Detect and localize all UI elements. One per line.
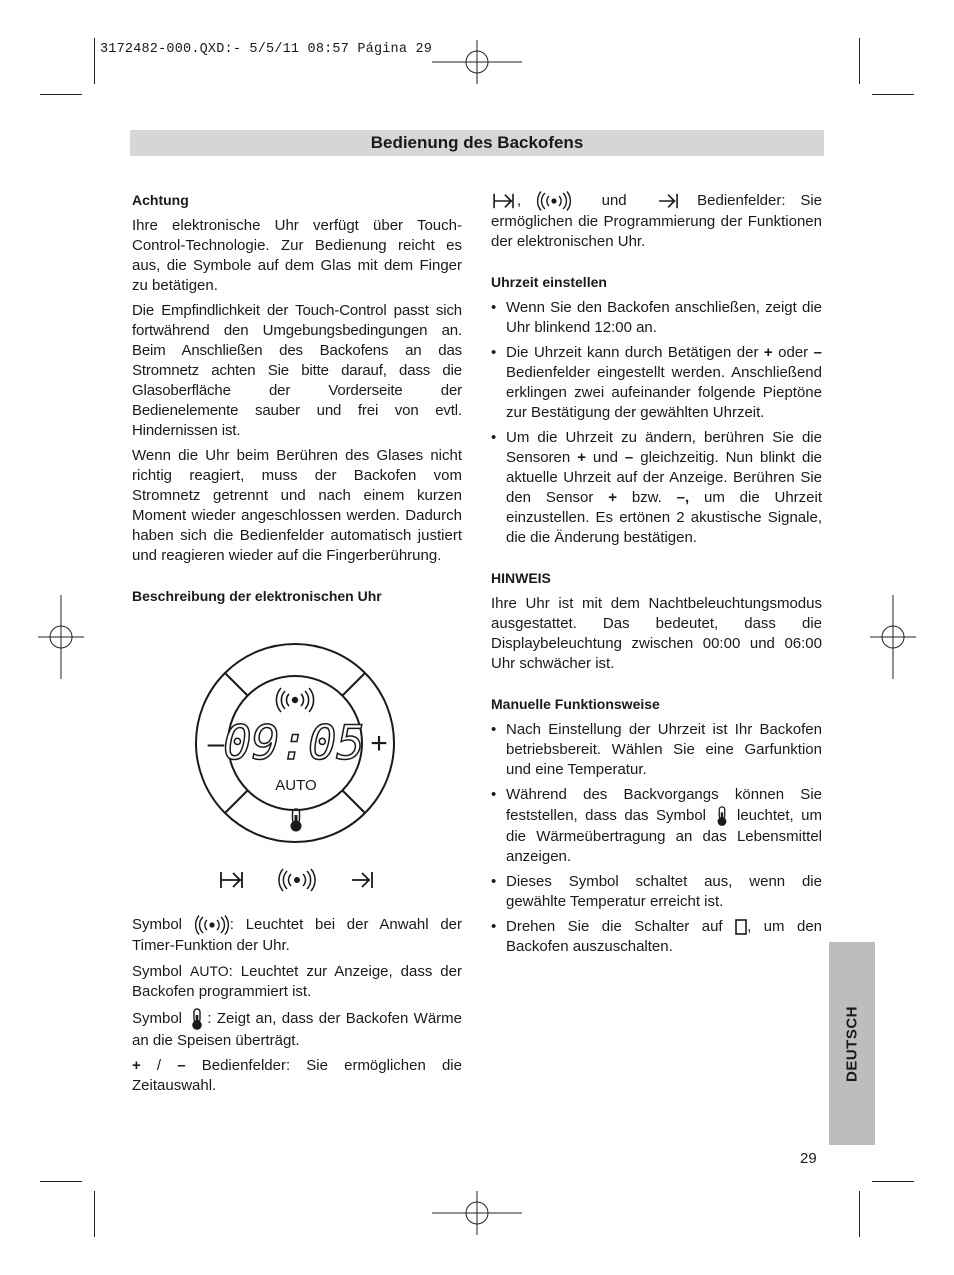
achtung-paragraph-1: Ihre elektronische Uhr verfügt über Touch-Control-Technologie. Zur Bedienung reicht es aus, die Symbole auf dem Glas mit dem Finger zu betätigen. (132, 217, 462, 294)
symbol-auto-description: Symbol AUTO: Leuchtet zur Anzeige, dass der Backofen programmiert ist. (132, 963, 462, 1000)
registration-mark-right (870, 595, 916, 679)
list-item: • Nach Einstellung der Uhrzeit ist Ihr Backofen betriebsbereit. Wählen Sie eine Garfunktion und eine Temperatur. (491, 720, 822, 780)
section-title-bar (130, 130, 824, 156)
clock-time-display: 09:05 (223, 716, 365, 771)
clock-plus-label: + (370, 727, 388, 760)
inline-thermometer-icon (187, 1007, 207, 1031)
list-item: • Wenn Sie den Backofen anschließen, zeigt die Uhr blinkend 12:00 an. (491, 298, 822, 338)
clock-signal-icon (276, 688, 313, 712)
registration-mark-top (432, 40, 522, 84)
list-item: • Drehen Sie die Schalter auf , um den Backofen auszuschalten. (491, 917, 822, 957)
registration-mark-left (38, 595, 84, 679)
right-column (491, 190, 822, 962)
language-side-tab (829, 942, 875, 1145)
clock-auto-label: AUTO (275, 777, 317, 794)
left-column (132, 190, 462, 612)
manuell-heading: Manuelle Funktionsweise (491, 696, 660, 712)
list-item: • Um die Uhrzeit zu ändern, berühren Sie die Sensoren + und – gleichzeitig. Nun blinkt die aktuelle Uhrzeit auf der Anzeige. Berühren Sie den Sensor + bzw. –, um die Uhrzeit einzustellen. Es ertönen 2 akustische Signale, die die Änderung bestätigen. (491, 428, 822, 548)
hinweis-paragraph: Ihre Uhr ist mit dem Nachtbeleuchtungsmodus ausgestattet. Das bedeutet, dass die Displaybeleuchtung zwischen 00:00 und 06:00 Uhr schwächer ist. (491, 595, 822, 672)
achtung-heading: Achtung (132, 192, 189, 208)
clock-minus-label: – (207, 727, 225, 760)
hinweis-heading: HINWEIS (491, 570, 551, 586)
print-header: 3172482-000.QXD:- 5/5/11 08:57 Página 29 (100, 42, 433, 57)
signal-icon (278, 867, 316, 893)
clock-description-heading: Beschreibung der elektronischen Uhr (132, 588, 382, 604)
intro-paragraph: , und Bedienfelder: Sie ermöglichen die Programmierung der Funktionen der elektronischen Uhr. (491, 191, 823, 250)
off-position-icon (735, 919, 747, 935)
inline-duration-icon (491, 192, 517, 210)
language-label: DEUTSCH (843, 1005, 861, 1082)
registration-mark-bottom (432, 1191, 522, 1235)
page-title: Bedienung des Backofens (370, 133, 584, 152)
list-item: • Dieses Symbol schaltet aus, wenn die gewählte Temperatur erreicht ist. (491, 872, 822, 912)
inline-signal-icon (194, 914, 230, 936)
symbol-thermometer-description: Symbol : Zeigt an, dass der Backofen Wärme an die Speisen überträgt. (132, 1007, 462, 1051)
list-item: • Während des Backvorgangs können Sie feststellen, dass das Symbol leuchtet, um die Wärmeübertragung an das Lebensmittel anzeigen. (491, 785, 822, 867)
inline-thermometer-icon-2 (714, 805, 730, 827)
uhrzeit-list (491, 298, 822, 548)
inline-end-time-icon (656, 192, 682, 210)
achtung-paragraph-2: Die Empfindlichkeit der Touch-Control passt sich fortwährend den Umgebungsbedingungen an. Beim Anschließen des Backofens an das Stromnetz achten Sie bitte darauf, dass die Glasoberfläche der Vorderseite der Bedienelemente sauber und frei von evtl. Hindernissen ist. (132, 302, 462, 439)
list-item: • Die Uhrzeit kann durch Betätigen der + oder – Bedienfelder eingestellt werden. Anschließend erklingen zwei aufeinander folgende Pieptöne zur Bestätigung der gewählten Uhrzeit. (491, 343, 822, 423)
end-time-icon (350, 870, 376, 890)
duration-icon (219, 870, 245, 890)
plus-minus-description: + / – Bedienfelder: Sie ermöglichen die Zeitauswahl. (132, 1057, 462, 1094)
page-number: 29 (800, 1150, 817, 1167)
achtung-paragraph-3: Wenn die Uhr beim Berühren des Glases nicht richtig reagiert, muss der Backofen vom Stromnetz getrennt und nach einem kurzen Moment wieder angeschlossen werden. Dadurch haben sich die Bedienfelder automatisch justiert und reagieren wieder auf die Fingerberührung. (132, 447, 462, 564)
manuell-list (491, 720, 822, 957)
symbol-signal-description: Symbol : Leuchtet bei der Anwahl der Timer-Funktion der Uhr. (132, 915, 463, 954)
inline-signal-icon-2 (536, 190, 572, 212)
clock-diagram (190, 635, 400, 850)
symbol-descriptions (132, 914, 462, 1101)
uhrzeit-heading: Uhrzeit einstellen (491, 274, 607, 290)
clock-thermometer-icon (291, 809, 302, 832)
